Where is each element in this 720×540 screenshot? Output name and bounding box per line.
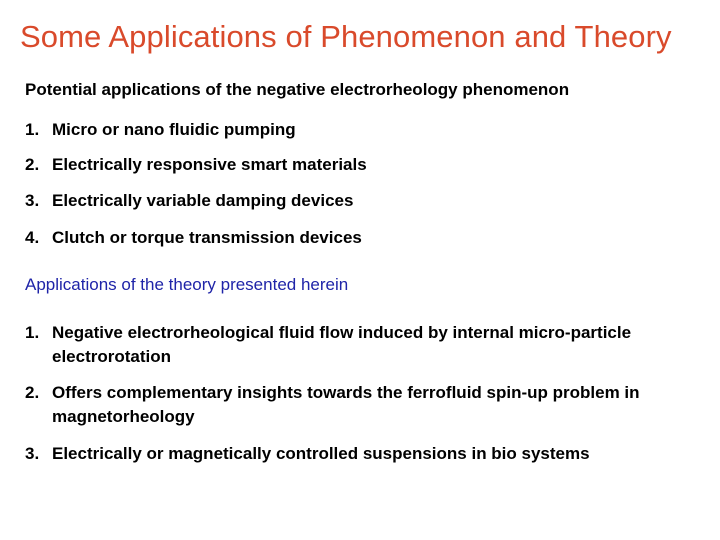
list-item-number: 2. — [25, 383, 40, 402]
list-item-number: 1. — [25, 323, 40, 342]
potential-applications-heading: Potential applications of the negative electrorheology phenomenon — [25, 80, 570, 99]
list-item-text: Electrically responsive smart materials — [52, 155, 367, 174]
list-item-text: Negative electrorheological fluid flow induced by internal micro-particle electrorotation — [52, 323, 632, 366]
theory-applications-heading: Applications of the theory presented herein — [25, 275, 349, 294]
list-item-text: Offers complementary insights towards the ferrofluid spin-up problem in magnetorheology — [52, 383, 640, 426]
list-item-number: 1. — [25, 120, 40, 139]
list-item-text: Electrically variable damping devices — [52, 191, 354, 210]
slide-title: Some Applications of Phenomenon and Theory — [20, 19, 672, 54]
list-item-text: Electrically or magnetically controlled suspensions in bio systems — [52, 444, 590, 463]
list-item-text: Clutch or torque transmission devices — [52, 228, 362, 247]
list-item-text: Micro or nano fluidic pumping — [52, 120, 296, 139]
list-item-number: 2. — [25, 155, 40, 174]
list-item-number: 3. — [25, 191, 40, 210]
list-item-number: 4. — [25, 228, 40, 247]
list-item-number: 3. — [25, 444, 40, 463]
